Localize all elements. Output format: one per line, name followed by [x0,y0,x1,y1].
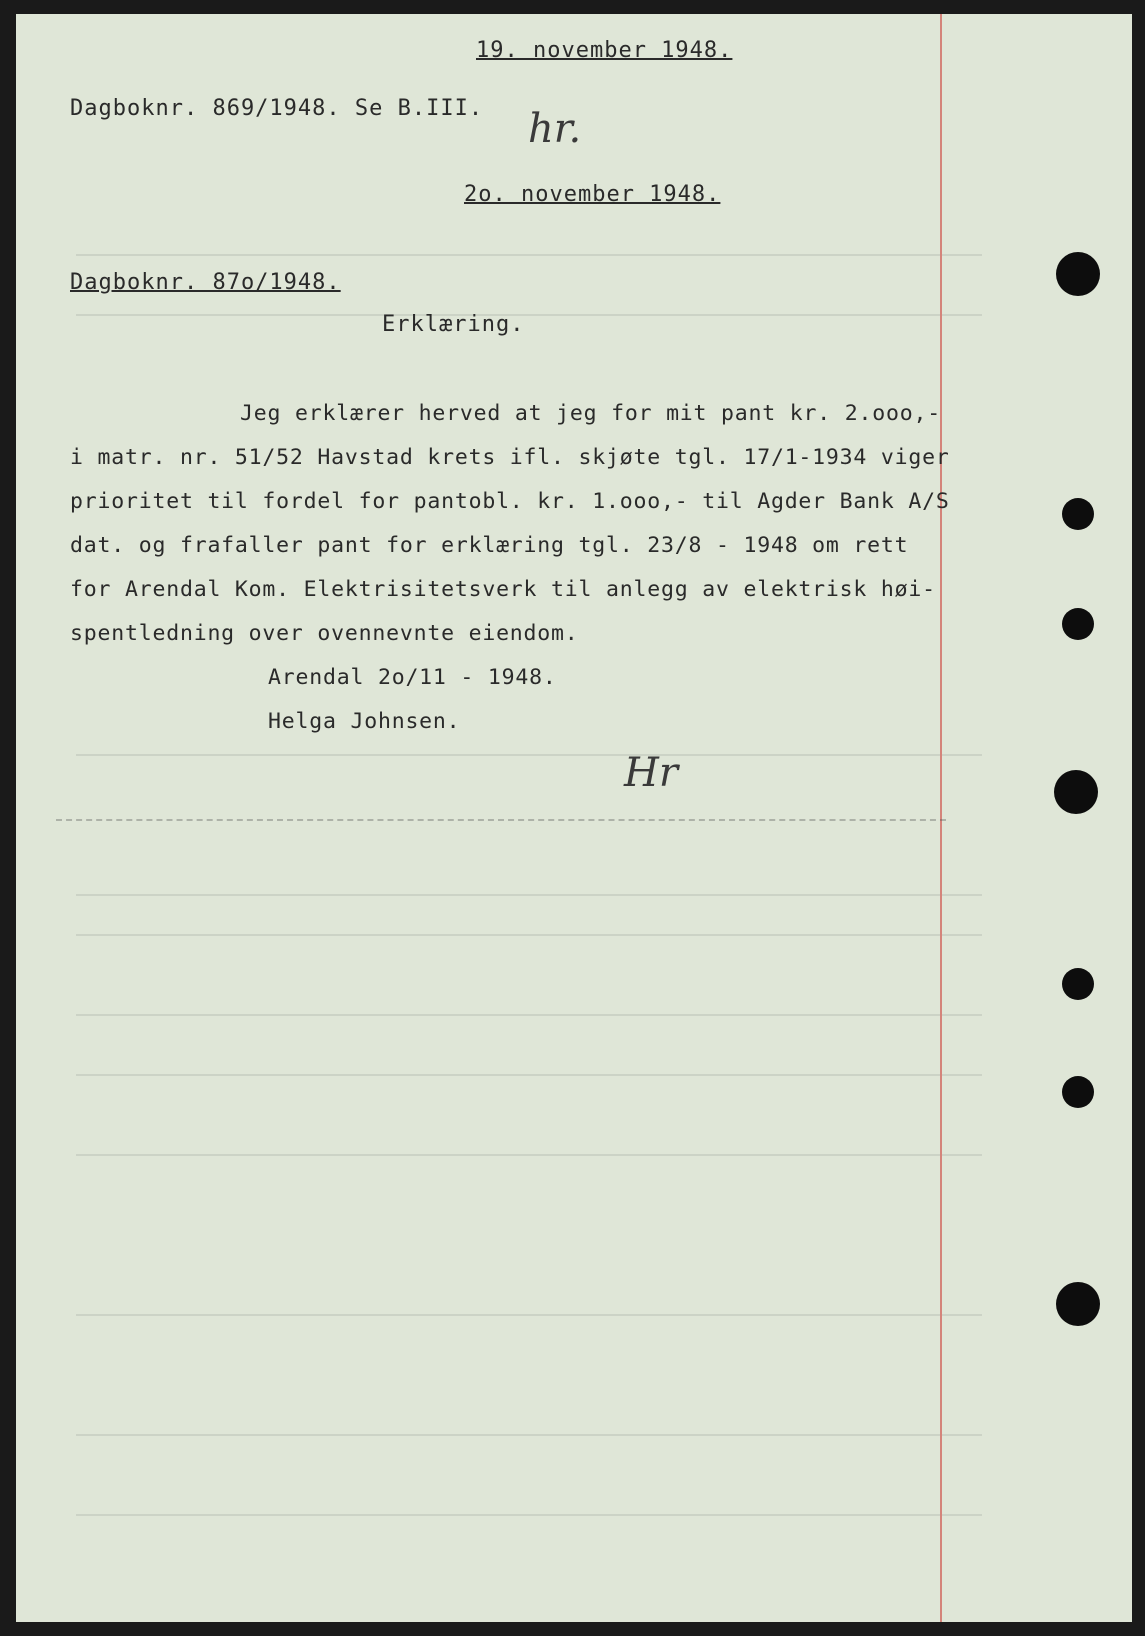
punch-hole [1062,608,1094,640]
place-date: Arendal 2o/11 - 1948. [268,665,557,690]
initials-1: hr. [528,106,582,152]
initials-2: Hr [624,750,679,796]
punch-hole [1056,1282,1100,1326]
document-page [16,14,1132,1622]
body-line: prioritet til fordel for pantobl. kr. 1.ooo,- til Agder Bank A/S [70,489,950,514]
punch-hole [1062,1076,1094,1108]
section-divider [56,819,946,823]
punch-hole [1054,770,1098,814]
margin-rule [940,14,942,1622]
signature: Helga Johnsen. [268,709,461,734]
body-line: for Arendal Kom. Elektrisitetsverk til anlegg av elektrisk høi- [70,577,936,602]
punch-hole [1056,252,1100,296]
declaration-heading: Erklæring. [382,312,525,337]
body-line: spentledning over ovennevnte eiendom. [70,621,579,646]
date-heading-2: 2o. november 1948. [464,182,721,207]
declaration-body [70,392,950,744]
body-line: Jeg erklærer herved at jeg for mit pant kr. 2.ooo,- [240,401,941,426]
body-line: dat. og frafaller pant for erklæring tgl. 23/8 - 1948 om rett [70,533,909,558]
body-line: i matr. nr. 51/52 Havstad krets ifl. skjøte tgl. 17/1-1934 viger [70,445,950,470]
journal-entry-1: Dagboknr. 869/1948. Se B.III. [70,96,484,121]
punch-hole [1062,968,1094,1000]
punch-hole [1062,498,1094,530]
journal-entry-2-number: Dagboknr. 87o/1948. [70,270,341,295]
date-heading-1: 19. november 1948. [476,38,733,63]
